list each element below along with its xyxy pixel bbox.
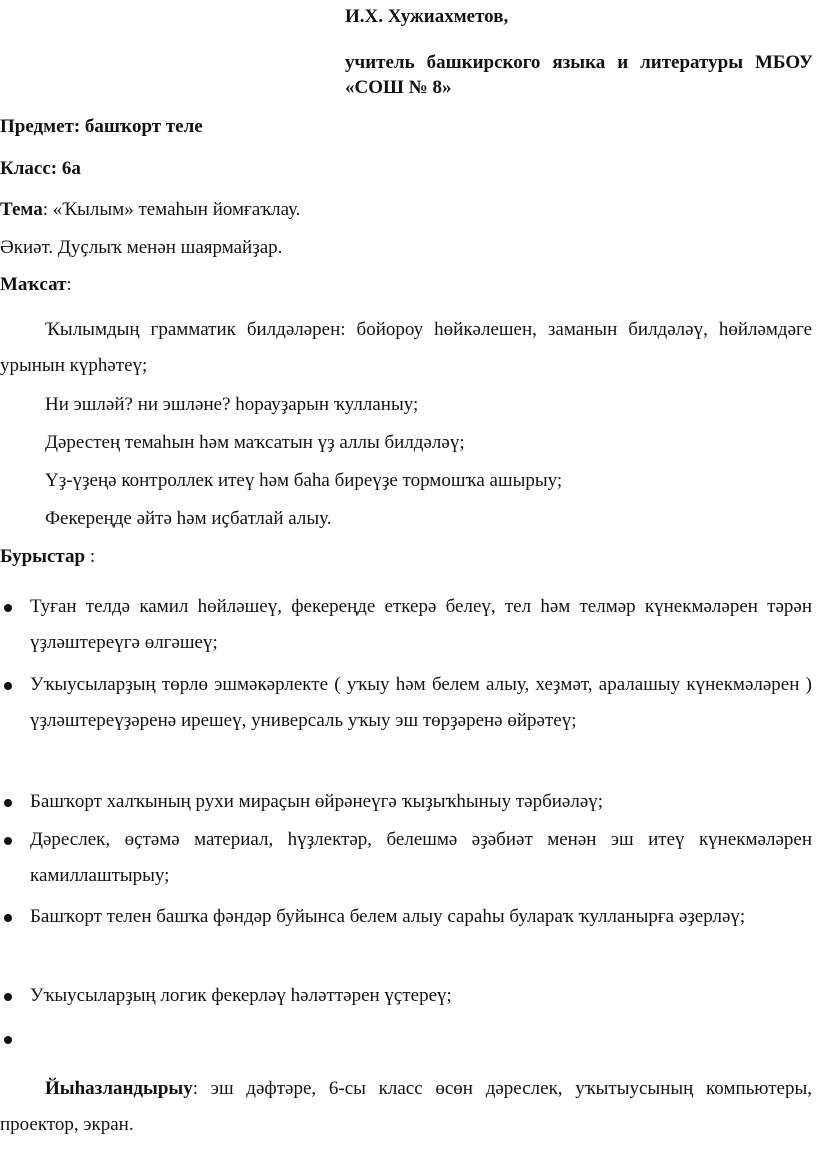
task-text: Башҡорт телен башҡа фәндәр буйынса белем алыу сараһы булараҡ ҡулланырға әҙерләү; bbox=[30, 906, 746, 927]
goal-item: Үҙ-үҙеңә контроллек итеү һәм баһа биреүҙе тормошҡа ашырыу; bbox=[45, 470, 563, 491]
goal-item: Ҡылымдың грамматик билдәләрен: бойороу һөйкәлешен, заманын билдәләү, һөйләмдәге урынын күрһәтеү; bbox=[0, 319, 812, 376]
goal-colon: : bbox=[66, 274, 72, 295]
tasks-heading bbox=[0, 545, 812, 569]
subject-line: Предмет: башҡорт теле bbox=[0, 116, 203, 137]
work-line: Әкиәт. Дуҫлыҡ менән шаярмайҙар. bbox=[0, 237, 283, 258]
bullet-icon bbox=[4, 914, 12, 922]
goal-item: Ни эшләй? ни эшләне? һорауҙарын ҡулланыу; bbox=[45, 394, 419, 415]
theme-label: Тема bbox=[0, 199, 43, 220]
bullet-icon bbox=[4, 799, 12, 807]
task-text: Туған телдә камил һөйләшеү, фекереңде еткерә белеү, тел һәм телмәр күнекмәләрен тәрән үҙләштереүгә өлгәшеү; bbox=[30, 596, 812, 653]
equipment-paragraph bbox=[0, 1071, 812, 1143]
goal-item: Дәрестең темаһын һәм маҡсатын үҙ аллы билдәләү; bbox=[45, 432, 465, 453]
author-name: И.Х. Хужиахметов, bbox=[345, 6, 509, 27]
bullet-icon bbox=[4, 837, 12, 845]
task-text: Уҡыусыларҙың төрлө эшмәкәрлекте ( уҡыу һәм белем алыу, хеҙмәт, аралашыу күнекмәләрен ) үҙләштереүҙәренә ирешеү, универсаль уҡыу эш төрҙәренә өйрәтеү; bbox=[30, 674, 812, 731]
equipment-label: Йыһазландырыу bbox=[45, 1078, 193, 1099]
bullet-icon bbox=[4, 604, 12, 612]
equipment-text: : эш дәфтәре, 6-сы класс өсөн дәреслек, уҡытыусының компьютеры, проектор, экран. bbox=[0, 1078, 812, 1135]
class-line: Класс: 6а bbox=[0, 158, 81, 179]
tasks-label: Бурыстар bbox=[0, 546, 86, 567]
task-text: Башҡорт халҡының рухи мираҫын өйрәнеүгә ҡыҙыҡһыныу тәрбиәләү; bbox=[30, 791, 604, 812]
bullet-icon bbox=[4, 1036, 12, 1044]
task-text: Дәреслек, өҫтәмә материал, һүҙлектәр, белешмә әҙәбиәт менән эш итеү күнекмәләрен камиллаштырыу; bbox=[30, 829, 812, 886]
author-block bbox=[345, 4, 813, 100]
goal-item: Фекереңде әйтә һәм иҫбатлай алыу. bbox=[45, 508, 332, 529]
tasks-colon: : bbox=[85, 546, 96, 567]
goal-heading bbox=[0, 273, 812, 297]
task-text: Уҡыусыларҙың логик фекерләү һәләттәрен үҫтереү; bbox=[30, 985, 452, 1006]
bullet-icon bbox=[4, 682, 12, 690]
theme-line bbox=[0, 198, 812, 222]
theme-text: : «Ҡылым» темаһын йомғаҡлау. bbox=[42, 199, 301, 220]
author-role: учитель башкирского языка и литературы МБОУ «СОШ № 8» bbox=[345, 52, 813, 98]
goal-label: Маҡсат bbox=[0, 274, 67, 295]
bullet-icon bbox=[4, 993, 12, 1001]
